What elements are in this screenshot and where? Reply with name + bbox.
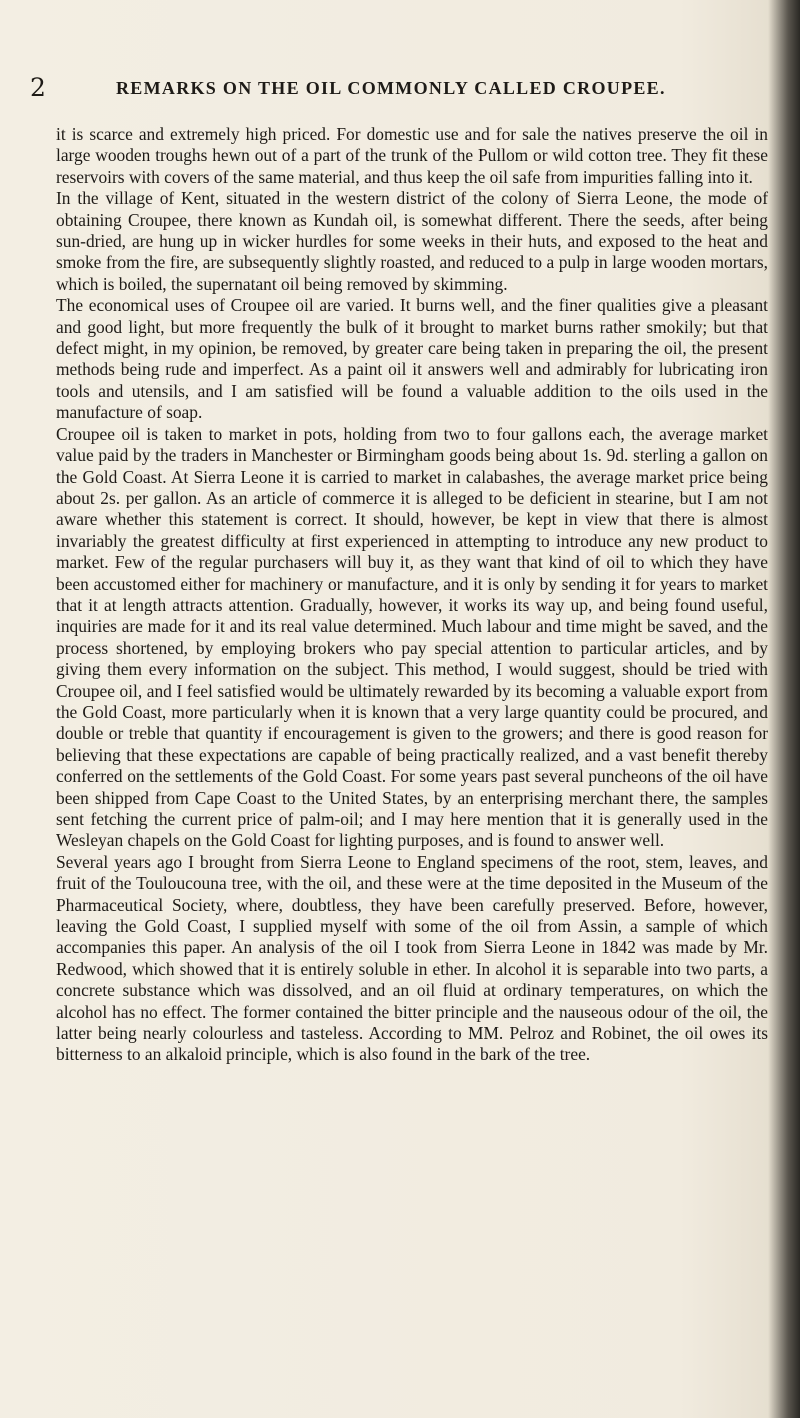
- body-text: [56, 124, 768, 1066]
- running-title: REMARKS ON THE OIL COMMONLY CALLED CROUPEE.: [116, 78, 666, 98]
- paragraph: Several years ago I brought from Sierra Leone to England specimens of the root, stem, leaves, and fruit of the Touloucouna tree, with the oil, and these were at the time deposited in the Museum of the Pharmaceutical Society, where, doubtless, they have been carefully preserved. Before, however, leaving the Gold Coast, I supplied myself with some of the oil from Assin, a sample of which accompanies this paper. An analysis of the oil I took from Sierra Leone in 1842 was made by Mr. Redwood, which showed that it is entirely soluble in ether. In alcohol it is separable into two parts, a concrete substance which was dissolved, and an oil fluid at ordinary temperatures, on which the alcohol has no effect. The former contained the bitter principle and the nauseous odour of the oil, the latter being nearly colourless and tasteless. According to MM. Pelroz and Robinet, the oil owes its bitterness to an alkaloid principle, which is also found in the bark of the tree.: [56, 851, 768, 1065]
- paragraph: it is scarce and extremely high priced. For domestic use and for sale the natives preserve the oil in large wooden troughs hewn out of a part of the trunk of the Pullom or wild cotton tree. They fit these reservoirs with covers of the same material, and thus keep the oil safe from impurities falling into it.: [56, 124, 768, 187]
- paragraph: Croupee oil is taken to market in pots, holding from two to four gallons each, the average market value paid by the traders in Manchester or Birmingham goods being about 1s. 9d. sterling a gallon on the Gold Coast. At Sierra Leone it is carried to market in calabashes, the average market price being about 2s. per gallon. As an article of commerce it is alleged to be deficient in stearine, but I am not aware whether this statement is correct. It should, however, be kept in view that there is almost invariably the greatest difficulty at first experienced in attempting to introduce any new product to market. Few of the regular purchasers will buy it, as they want that kind of oil to which they have been accustomed either for machinery or manufacture, and it is only by sending it for years to market that it at length attracts attention. Gradually, however, it works its way up, and being found useful, inquiries are made for it and its real value determined. Much labour and time might be saved, and the process shortened, by employing brokers who pay special attention to particular articles, and by giving them every information on the subject. This method, I would suggest, should be tried with Croupee oil, and I feel satisfied would be ultimately rewarded by its becoming a valuable export from the Gold Coast, more particularly when it is known that a very large quantity could be procured, and double or treble that quantity if encouragement is given to the growers; and there is good reason for believing that these expectations are capable of being practically realized, and a vast benefit thereby conferred on the settlements of the Gold Coast. For some years past several puncheons of the oil have been shipped from Cape Coast to the United States, by an enterprising merchant there, the samples sent fetching the current price of palm-oil; and I may here mention that it is generally used in the Wesleyan chapels on the Gold Coast for lighting purposes, and is found to answer well.: [56, 423, 768, 851]
- paragraph: The economical uses of Croupee oil are varied. It burns well, and the finer qualities give a pleasant and good light, but more frequently the bulk of it brought to market burns rather smokily; but that defect might, in my opinion, be removed, by greater care being taken in preparing the oil, the present methods being rude and imperfect. As a paint oil it answers well and admirably for lubricating iron tools and utensils, and I am satisfied will be found a valuable addition to the oils used in the manufacture of soap.: [56, 295, 768, 423]
- page-header: [30, 73, 730, 103]
- page-number: 2: [30, 73, 46, 102]
- paragraph: In the village of Kent, situated in the western district of the colony of Sierra Leone, the mode of obtaining Croupee, there known as Kundah oil, is somewhat different. There the seeds, after being sun-dried, are hung up in wicker hurdles for some weeks in their huts, and exposed to the heat and smoke from the fire, are subsequently slightly roasted, and reduced to a pulp in large wooden mortars, which is boiled, the supernatant oil being removed by skimming.: [56, 188, 768, 294]
